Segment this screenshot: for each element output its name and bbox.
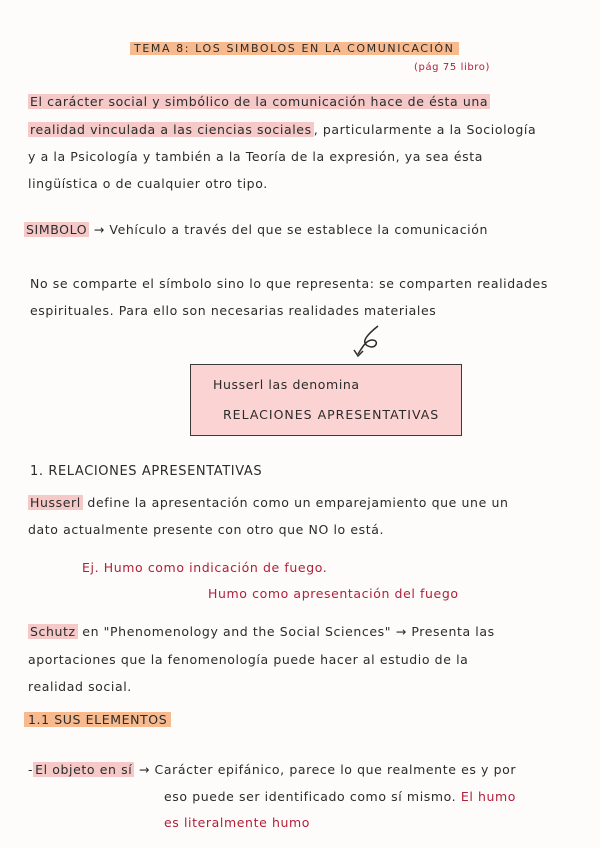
simbolo-definition: SIMBOLO → Vehículo a través del que se establece la comunicación bbox=[26, 222, 489, 237]
element-line-2: eso puede ser identificado como sí mismo. El humo bbox=[164, 789, 517, 804]
arrow-icon: → bbox=[395, 624, 407, 639]
schutz-line-1: Schutz en "Phenomenology and the Social Sciences" → Presenta las bbox=[30, 624, 495, 639]
intro-line-1: El carácter social y simbólico de la comunicación hace de ésta una bbox=[30, 94, 489, 109]
section-1-heading: 1. RELACIONES APRESENTATIVAS bbox=[30, 464, 263, 479]
box-line-1: Husserl las denomina bbox=[213, 377, 360, 392]
example-1: Ej. Humo como indicación de fuego. bbox=[82, 560, 328, 575]
simbolo-term: SIMBOLO bbox=[26, 222, 88, 237]
share-line-1: No se comparte el símbolo sino lo que representa: se comparten realidades bbox=[30, 276, 548, 291]
page-title: TEMA 8: LOS SIMBOLOS EN LA COMUNICACIÓN bbox=[130, 42, 459, 55]
page-reference: (pág 75 libro) bbox=[414, 62, 491, 73]
curly-arrow-icon bbox=[350, 322, 390, 360]
share-line-2: espirituales. Para ello son necesarias realidades materiales bbox=[30, 303, 437, 318]
husserl-line-1: Husserl define la apresentación como un emparejamiento que une un bbox=[30, 495, 509, 510]
arrow-icon: → bbox=[93, 222, 105, 237]
schutz-line-2: aportaciones que la fenomenología puede hacer al estudio de la bbox=[28, 652, 469, 667]
intro-line-4: lingüística o de cualquier otro tipo. bbox=[28, 176, 268, 191]
intro-line-3: y a la Psicología y también a la Teoría de la expresión, ya sea ésta bbox=[28, 149, 484, 164]
section-1-1-heading: 1.1 SUS ELEMENTOS bbox=[24, 712, 171, 727]
arrow-icon: → bbox=[138, 762, 150, 777]
box-line-2: RELACIONES APRESENTATIVAS bbox=[223, 407, 440, 422]
example-2: Humo como apresentación del fuego bbox=[208, 586, 459, 601]
element-line-3: es literalmente humo bbox=[164, 815, 311, 830]
husserl-line-2: dato actualmente presente con otro que NO lo está. bbox=[28, 522, 385, 537]
schutz-line-3: realidad social. bbox=[28, 679, 132, 694]
intro-line-2: realidad vinculada a las ciencias sociales , particularmente a la Sociología bbox=[30, 122, 537, 137]
element-line-1: - El objeto en sí → Carácter epifánico, parece lo que realmente es y por bbox=[28, 762, 517, 777]
husserl-box bbox=[190, 364, 462, 436]
